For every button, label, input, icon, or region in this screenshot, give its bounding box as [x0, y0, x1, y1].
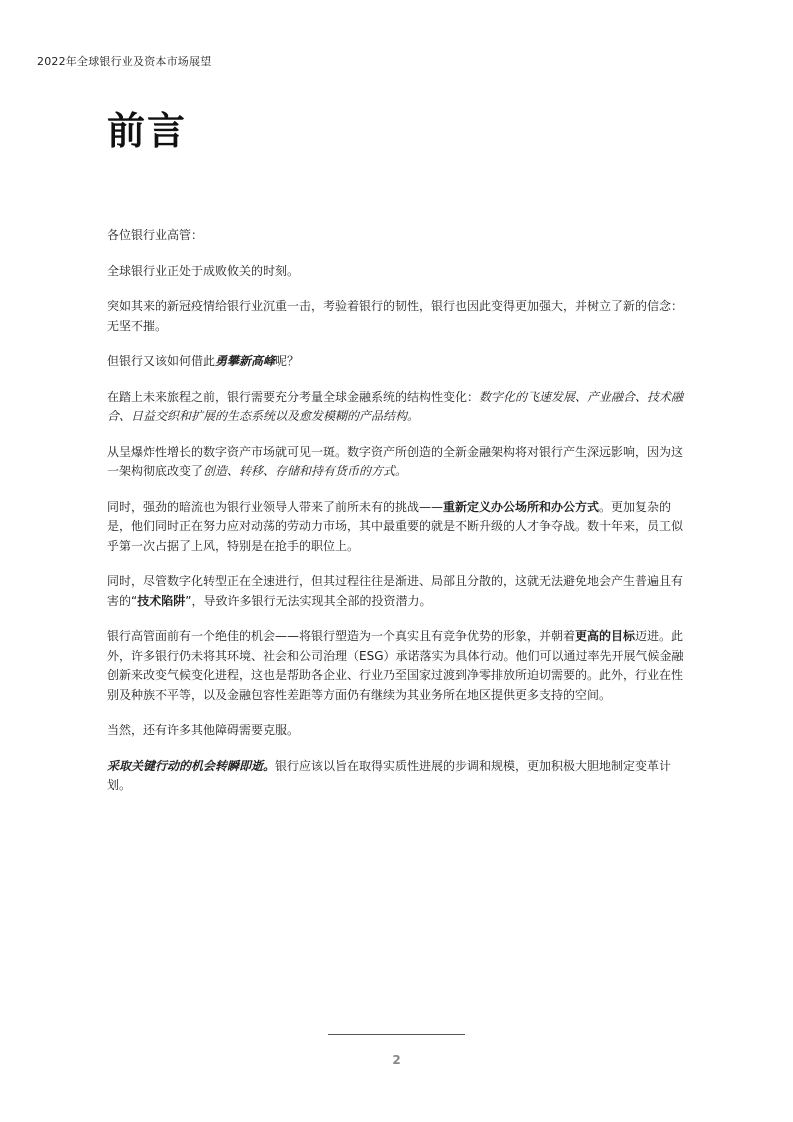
paragraph-5 [107, 388, 687, 427]
paragraph-9-bold: 更高的目标 [575, 629, 636, 643]
paragraph-11 [107, 757, 687, 796]
paragraph-8-text-a: 同时，尽管数字化转型正在全速进行，但其过程往往是渐进、局部且分散的，这就无法避免地会产生普遍且有害的“ [107, 574, 684, 608]
paragraph-10: 当然，还有许多其他障碍需要克服。 [107, 723, 300, 737]
paragraph-8-text-c: ”，导致许多银行无法实现其全部的投资潜力。 [185, 593, 432, 608]
paragraph-6-italic: 创造、转移、存储和持有货币的方式。 [203, 464, 408, 478]
paragraph-4-text-a: 但银行又该如何借此 [107, 354, 216, 368]
body-text [107, 226, 687, 812]
paragraph-6 [107, 443, 687, 482]
paragraph-9-text-a: 银行高管面前有一个绝佳的机会——将银行塑造为一个真实且有竞争优势的形象，并朝着 [107, 629, 576, 643]
paragraph-2: 全球银行业正处于成败攸关的时刻。 [107, 263, 300, 278]
paragraph-9 [107, 627, 687, 705]
paragraph-7 [107, 498, 687, 557]
paragraph-salutation: 各位银行业高管： [107, 228, 204, 242]
paragraph-4 [107, 352, 687, 372]
paragraph-3: 突如其来的新冠疫情给银行业沉重一击，考验着银行的韧性，银行也因此变得更加强大，并树立了新的信念：无坚不摧。 [107, 299, 684, 333]
paragraph-5-italic: 数字化的飞速发展、产业融合、技术融合、日益交织和扩展的生态系统以及愈发模糊的产品结构。 [107, 389, 684, 423]
paragraph-6-text-a: 从呈爆炸性增长的数字资产市场就可见一斑。数字资产所创造的全新金融架构将对银行产生深远影响，因为这一架构彻底改变了 [107, 444, 684, 478]
paragraph-7-text-c: 。更加复杂的是，他们同时正在努力应对动荡的劳动力市场，其中最重要的就是不断升级的人才争夺战。数十年来，员工似乎第一次占据了上风，特别是在抢手的职位上。 [107, 499, 684, 553]
paragraph-4-emphasis: 勇攀新高峰 [215, 354, 276, 368]
paragraph-11-emphasis: 采取关键行动的机会转瞬即逝。 [107, 758, 276, 773]
paragraph-7-bold: 重新定义办公场所和办公方式 [443, 499, 600, 514]
paragraph-8 [107, 572, 687, 611]
page-title: 前言 [107, 109, 188, 153]
paragraph-7-text-a: 同时，强劲的暗流也为银行业领导人带来了前所未有的挑战—— [107, 499, 444, 514]
paragraph-11-text-b: 银行应该以旨在取得实质性进展的步调和规模，更加积极大胆地制定变革计划。 [107, 758, 672, 792]
paragraph-9-text-c: 迈进。此外，许多银行仍未将其环境、社会和公司治理（ESG）承诺落实为具体行动。他们可以通过率先开展气候金融创新来改变气候变化进程，这也是帮助各企业、行业乃至国家过渡到净零排放所迫切需要的。此外，行业在性别及种族不平等，以及金融包容性差距等方面仍有继续为其业务所在地区提供更多支持的空间。 [107, 629, 684, 702]
footer-divider [328, 1034, 465, 1035]
paragraph-8-bold: 技术陷阱 [137, 593, 186, 608]
paragraph-4-text-c: 呢？ [275, 354, 300, 368]
paragraph-5-text-a: 在踏上未来旅程之前，银行需要充分考量全球金融系统的结构性变化： [107, 389, 480, 404]
running-header: 2022年全球银行业及资本市场展望 [37, 55, 212, 68]
page-number: 2 [392, 1053, 401, 1067]
